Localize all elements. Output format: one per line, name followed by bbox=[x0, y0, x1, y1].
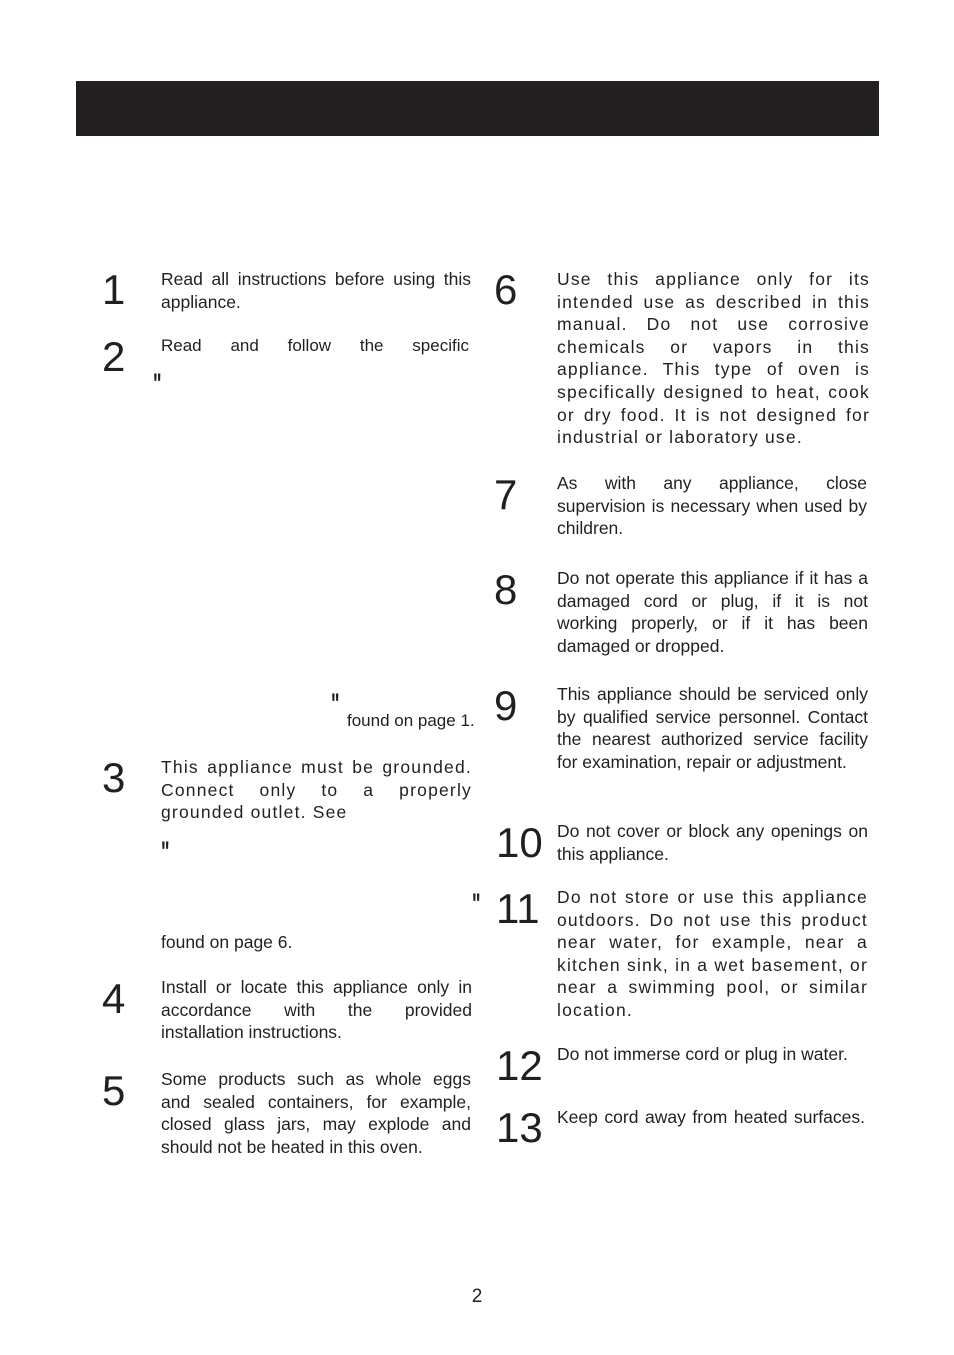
open-quote: " bbox=[153, 368, 162, 401]
item-number: 5 bbox=[102, 1067, 126, 1114]
item-text: Keep cord away from heated surfaces. bbox=[557, 1107, 865, 1127]
item-number: 3 bbox=[102, 754, 126, 801]
item-number: 6 bbox=[494, 266, 518, 313]
item-number: 9 bbox=[494, 682, 518, 729]
item-text: Read and follow the specific bbox=[161, 336, 469, 355]
item-text: Read all instructions before using this appliance. bbox=[161, 269, 471, 312]
close-quote: " bbox=[472, 888, 481, 921]
page-number: 2 bbox=[471, 1286, 483, 1307]
item-text: Do not cover or block any openings on this appliance. bbox=[557, 821, 868, 864]
item-number: 13 bbox=[496, 1104, 543, 1151]
item-text: This appliance should be serviced only by qualified service personnel. Contact the nearest authorized service facility for examination, repair or adjustment. bbox=[557, 684, 868, 772]
item-text: Do not store or use this appliance outdoors. Do not use this product near water, for example, near a kitchen sink, in a wet basement, or near a swimming pool, or similar location. bbox=[557, 887, 868, 1020]
item-number: 8 bbox=[494, 566, 518, 613]
item-text-end: found on page 1. bbox=[347, 711, 475, 730]
item-text: This appliance must be grounded. Connect only to a properly grounded outlet. See bbox=[161, 757, 472, 823]
item-number: 2 bbox=[102, 333, 126, 380]
item-number: 4 bbox=[102, 975, 126, 1022]
item-number: 10 bbox=[496, 819, 543, 866]
item-number: 12 bbox=[496, 1042, 543, 1089]
item-text: As with any appliance, close supervision is necessary when used by children. bbox=[557, 473, 867, 539]
item-text: Do not immerse cord or plug in water. bbox=[557, 1044, 848, 1064]
open-quote: " bbox=[161, 836, 170, 869]
item-text: Use this appliance only for its intended use as described in this manual. Do not use corrosive chemicals or vapors in this appliance. This type of oven is specifically designed to heat, cook or dry food. It is not designed for industrial or laboratory use. bbox=[557, 269, 870, 448]
header-bar bbox=[76, 81, 879, 136]
item-text: Some products such as whole eggs and sealed containers, for example, closed glass jars, may explode and should not be heated in this oven. bbox=[161, 1069, 471, 1157]
item-number: 11 bbox=[496, 885, 540, 932]
item-number: 7 bbox=[494, 471, 518, 518]
item-number: 1 bbox=[102, 266, 126, 313]
item-text: Do not operate this appliance if it has a damaged cord or plug, if it is not working properly, or if it has been damaged or dropped. bbox=[557, 568, 868, 656]
item-text-end: found on page 6. bbox=[161, 932, 293, 952]
item-text: Install or locate this appliance only in accordance with the provided installation instructions. bbox=[161, 977, 472, 1043]
close-quote: " bbox=[331, 688, 340, 721]
